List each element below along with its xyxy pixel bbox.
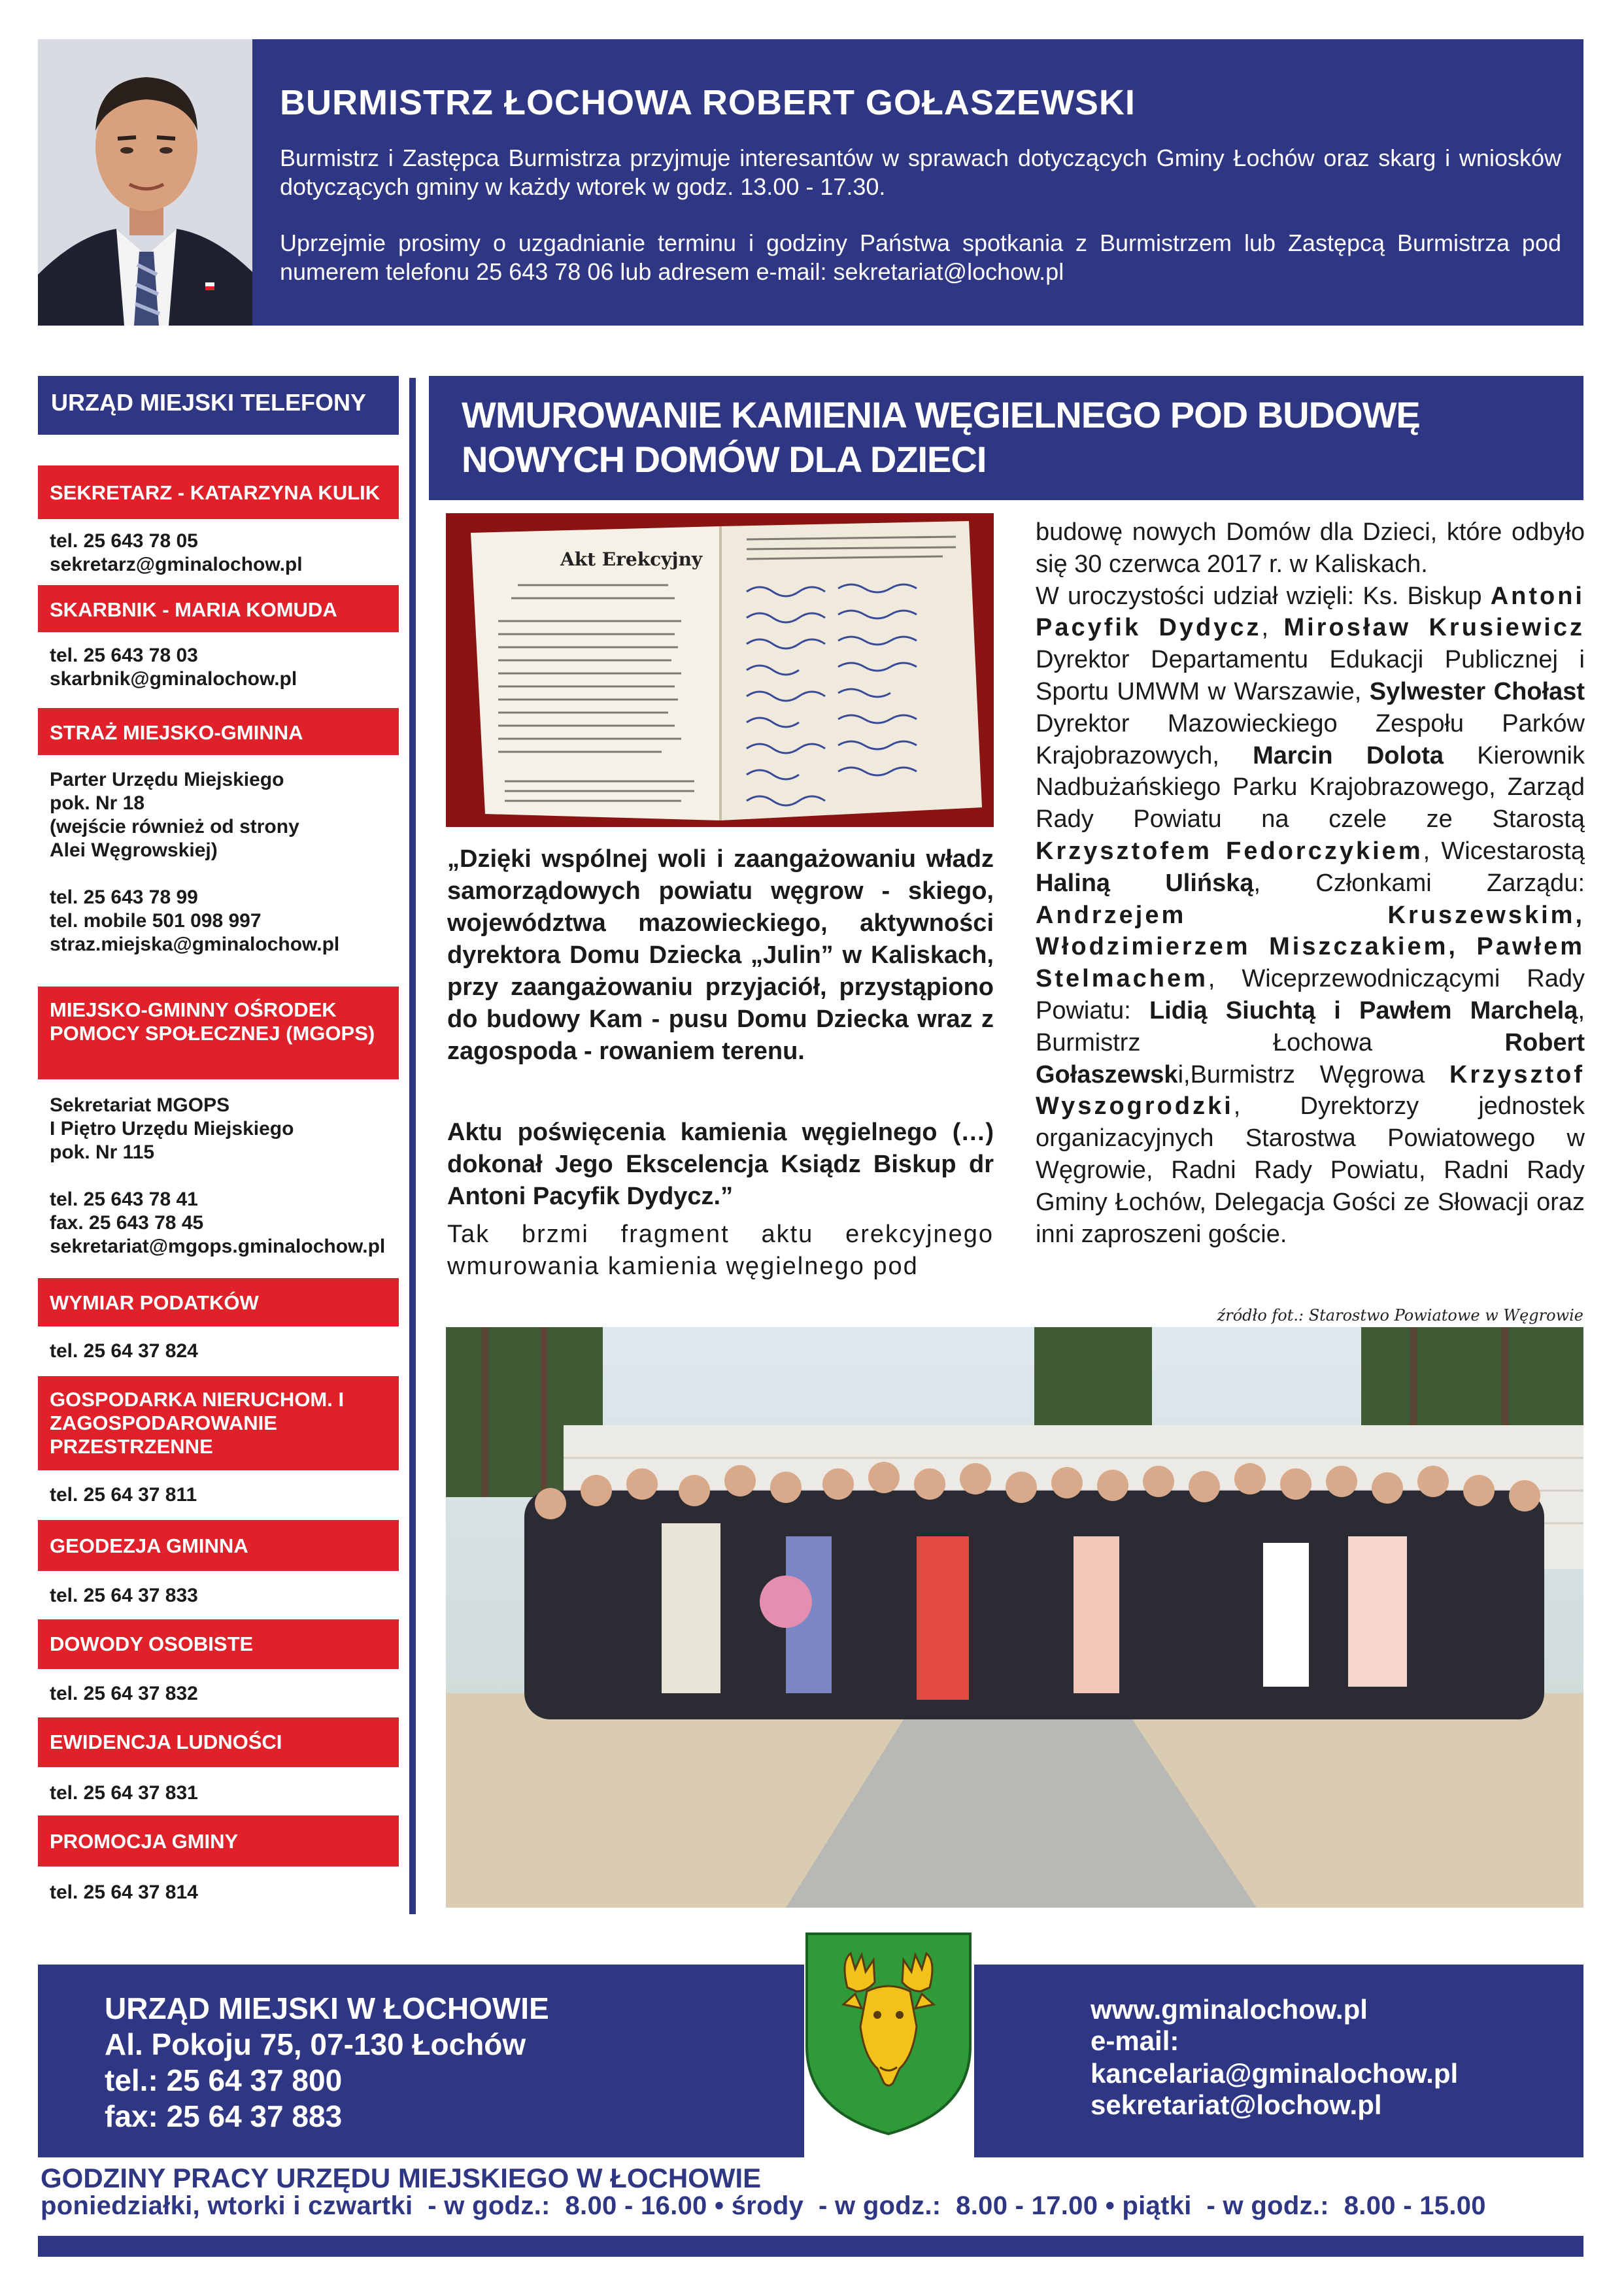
- mayor-portrait: [38, 39, 255, 326]
- article-lead-text: Tak brzmi fragment aktu erekcyjnego wmurowania kamienia węgielnego pod: [447, 1221, 994, 1280]
- appointment-text: Uprzejmie prosimy o uzgadnianie terminu i godziny Państwa spotkania z Burmistrzem lub Zastępcą Burmistrza pod numerem telefonu 25 643 78 06 lub adresem e-mail: sekretariat@lochow.pl: [280, 229, 1561, 285]
- dept-dowody-header: [38, 1619, 399, 1669]
- mayor-portrait-image: [38, 39, 255, 326]
- dept-gospodarka-header: [38, 1376, 399, 1470]
- dept-name: DOWODY OSOBISTE: [50, 1632, 254, 1655]
- website-link[interactable]: www.gminalochow.pl: [1091, 1994, 1368, 2025]
- dept-straz-header: [38, 708, 399, 755]
- group-photo-image: [446, 1327, 1583, 1908]
- guest-golaszewski: Robert Gołaszewsk: [1036, 1028, 1585, 1089]
- guest-ulinska: Haliną Ulińską: [1036, 869, 1254, 897]
- article-header: [429, 376, 1583, 500]
- dept-mgops-body: Sekretariat MGOPS I Piętro Urzędu Miejskiego pok. Nr 115 tel. 25 643 78 41 fax. 25 643 78 45 sekretariat@mgops.gminalochow.pl: [50, 1094, 386, 1257]
- office-phone: tel.: 25 64 37 800: [105, 2063, 343, 2097]
- email-kancelaria-link[interactable]: kancelaria@gminalochow.pl: [1091, 2058, 1459, 2089]
- dept-name: GOSPODARKA NIERUCHOM. I ZAGOSPODAROWANIE PRZESTRZENNE: [50, 1388, 345, 1458]
- dept-promocja-header: [38, 1815, 399, 1866]
- text-role: Dyrektor Departamentu Edukacji Publicznej i Sportu UMWM w Warszawie,: [1036, 646, 1585, 705]
- article-para-2: W uroczystości udział wzięli: Ks. Biskup: [1036, 582, 1482, 610]
- article-quote-2: Aktu poświęcenia kamienia węgielnego (…) dokonał Jego Ekscelencja Ksiądz Biskup dr Antoni Pacyfik Dydycz.”: [447, 1119, 994, 1210]
- guest-wyszogrodzki: Krzysztof Wyszogrodzki: [1036, 1060, 1585, 1121]
- text-role: i,Burmistrz Węgrowa: [1177, 1060, 1449, 1089]
- text-role: , Członkami Zarządu:: [1253, 869, 1585, 897]
- mayor-title: BURMISTRZ ŁOCHOWA ROBERT GOŁASZEWSKI: [280, 83, 1136, 122]
- dept-name: GEODEZJA GMINNA: [50, 1534, 248, 1557]
- act-document-image: [446, 513, 994, 827]
- dept-dowody-body: tel. 25 64 37 832: [50, 1683, 198, 1704]
- dept-sekretarz-body: tel. 25 643 78 05 sekretarz@gminalochow.pl: [50, 530, 303, 575]
- text-role: , Wicestarostą: [1423, 837, 1585, 865]
- text-role: Kierownik Nadbużańskiego Parku Krajobrazowego, Zarząd Rady Powiatu na czele ze Starostą: [1036, 741, 1585, 834]
- photo-credit: źródło fot.: Starostwo Powiatowe w Węgrowie: [1217, 1306, 1583, 1325]
- text-role: , Burmistrz Łochowa: [1036, 996, 1585, 1056]
- article-para-1: budowę nowych Domów dla Dzieci, które odbyło się 30 czerwca 2017 r. w Kaliskach.: [1036, 518, 1585, 578]
- text-sep: ,: [1261, 614, 1284, 642]
- article-quote-1: „Dzięki wspólnej woli i zaangażowaniu władz samorządowych powiatu węgrow - skiego, województwa mazowieckiego, aktywności dyrektora Domu Dziecka „Julin” w Kaliskach, przy zaangażowaniu przyjaciół, przystąpiono do budowy Kam - pusu Domu Dziecka wraz z zagospoda - rowaniem terenu.: [447, 845, 994, 1065]
- office-name: URZĄD MIEJSKI W ŁOCHOWIE: [105, 1991, 549, 2025]
- coat-of-arms-image: [802, 1929, 975, 2138]
- dept-name: SKARBNIK - MARIA KOMUDA: [50, 598, 337, 621]
- group-photo: [446, 1327, 1583, 1908]
- column-divider: [409, 378, 416, 1914]
- dept-name: STRAŻ MIEJSKO-GMINNA: [50, 721, 303, 744]
- dept-ewidencja-body: tel. 25 64 37 831: [50, 1782, 198, 1804]
- article-title: WMUROWANIE KAMIENIA WĘGIELNEGO POD BUDOWĘ NOWYCH DOMÓW DLA DZIECI: [462, 394, 1420, 480]
- dept-name: SEKRETARZ - KATARZYNA KULIK: [50, 481, 381, 504]
- dept-geodezja-header: [38, 1520, 399, 1571]
- dept-podatki-header: [38, 1278, 399, 1326]
- guest-krusiewicz: Mirosław Krusiewicz: [1283, 614, 1585, 642]
- dept-skarbnik-body: tel. 25 643 78 03 skarbnik@gminalochow.pl: [50, 645, 297, 690]
- dept-name: WYMIAR PODATKÓW: [50, 1291, 259, 1314]
- dept-promocja-body: tel. 25 64 37 814: [50, 1882, 198, 1903]
- act-document-photo: [446, 513, 994, 827]
- dept-sekretarz-header: [38, 465, 399, 519]
- office-address: Al. Pokoju 75, 07-130 Łochów: [105, 2027, 526, 2061]
- dept-mgops-header: [38, 987, 399, 1079]
- dept-name: EWIDENCJA LUDNOŚCI: [50, 1730, 282, 1753]
- office-fax: fax: 25 64 37 883: [105, 2099, 343, 2133]
- coat-of-arms-icon: [802, 1929, 975, 2138]
- act-document-heading: Akt Erekcyjny: [560, 549, 703, 570]
- guest-fedorczyk: Krzysztofem Fedorczykiem: [1036, 837, 1423, 865]
- dept-name: MIEJSKO-GMINNY OŚRODEK POMOCY SPOŁECZNEJ (MGOPS): [50, 998, 375, 1045]
- phone-directory-title: URZĄD MIEJSKI TELEFONY: [51, 389, 367, 416]
- guest-members: Andrzejem Kruszewskim, Włodzimierzem Miszczakiem, Pawłem Stelmachem: [1036, 901, 1585, 993]
- guest-cholast: Sylwester Chołast: [1369, 677, 1585, 705]
- dept-gospodarka-body: tel. 25 64 37 811: [50, 1484, 197, 1506]
- article-closing: , Dyrektorzy jednostek organizacyjnych Starostwa Powiatowego w Węgrowie, Radni Rady Powiatu, Radni Rady Gminy Łochów, Delegacja Gości ze Słowacji oraz inni zaproszeni goście.: [1036, 1092, 1585, 1248]
- footer-bottom-bar: [38, 2236, 1583, 2257]
- guest-dolota: Marcin Dolota: [1253, 741, 1444, 769]
- email-sekretariat-link[interactable]: sekretariat@lochow.pl: [1091, 2089, 1382, 2120]
- dept-skarbnik-header: [38, 585, 399, 632]
- dept-straz-body: Parter Urzędu Miejskiego pok. Nr 18 (wejście również od strony Alei Węgrowskiej) tel. 25 643 78 99 tel. mobile 501 098 997 straz.miejska@gminalochow.pl: [50, 769, 340, 955]
- dept-geodezja-body: tel. 25 64 37 833: [50, 1585, 198, 1606]
- text-role: , Wiceprzewodniczącymi Rady Powiatu:: [1036, 965, 1585, 1024]
- guest-bishop: Antoni Pacyfik Dydycz: [1036, 582, 1585, 642]
- text-role: Dyrektor Mazowieckiego Zespołu Parków Krajobrazowych,: [1036, 709, 1585, 769]
- article-body: [1036, 516, 1585, 1250]
- dept-podatki-body: tel. 25 64 37 824: [50, 1340, 198, 1362]
- office-hours-schedule: poniedziałki, wtorki i czwartki - w godz.: 8.00 - 16.00 • środy - w godz.: 8.00 - 17.00 • piątki - w godz.: 8.00 - 15.00: [41, 2191, 1486, 2220]
- phone-directory-header: [38, 376, 399, 435]
- office-hours-text: Burmistrz i Zastępca Burmistrza przyjmuje interesantów w sprawach dotyczących Gminy Łochów oraz skarg i wniosków dotyczących gminy w każdy wtorek w godz. 13.00 - 17.30.: [280, 144, 1561, 200]
- header-top-bar: [38, 39, 1583, 75]
- dept-ewidencja-header: [38, 1717, 399, 1767]
- email-label: e-mail:: [1091, 2025, 1179, 2056]
- office-hours-title: GODZINY PRACY URZĘDU MIEJSKIEGO W ŁOCHOWIE: [41, 2163, 762, 2193]
- guest-vice: Lidią Siuchtą i Pawłem Marchelą: [1149, 996, 1578, 1024]
- dept-name: PROMOCJA GMINY: [50, 1830, 239, 1853]
